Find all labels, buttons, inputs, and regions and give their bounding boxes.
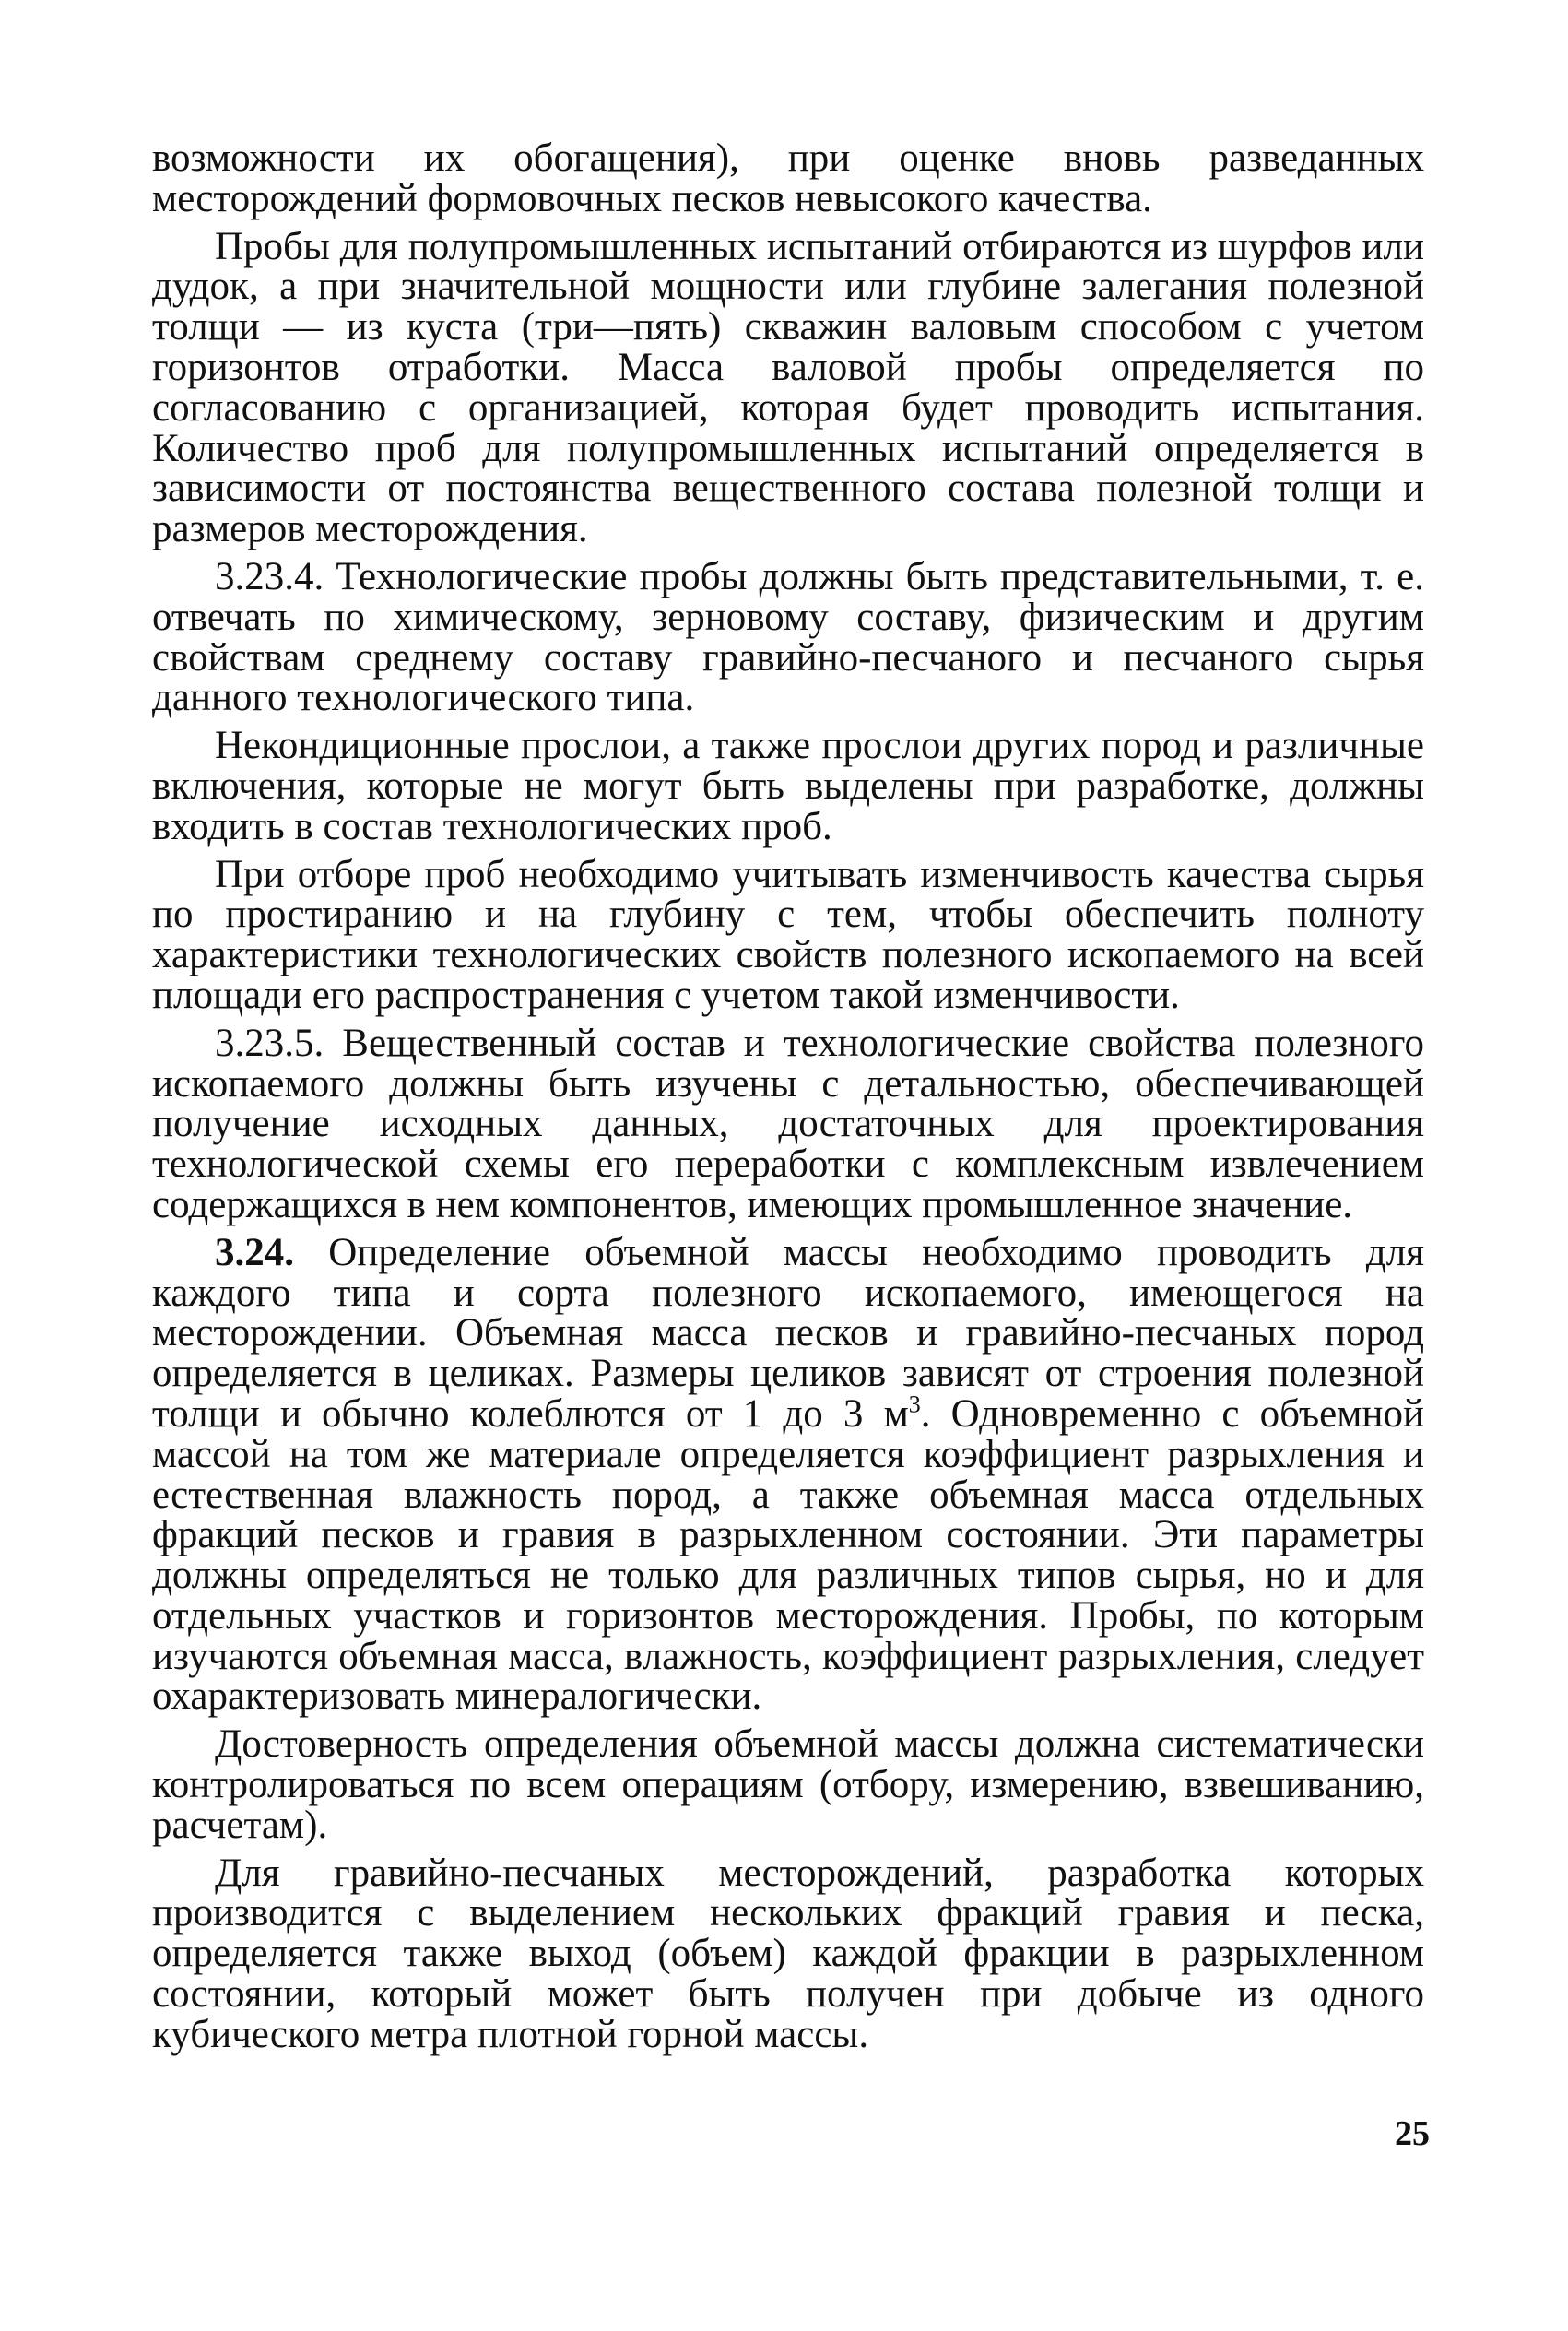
paragraph-text: Достоверность определения объемной массы должна систематически контролироваться по всем операциям (отбору, измерению, взвешиванию, расчетам). <box>152 1722 1424 1847</box>
paragraph-7 <box>152 1230 1424 1719</box>
superscript: 3 <box>908 1390 921 1418</box>
paragraph-text: возможности их обогащения), при оценке вновь разведанных месторождений формовочных песков невысокого качества. <box>152 136 1424 220</box>
page-number: 25 <box>1395 2114 1430 2153</box>
paragraph-text: Некондиционные прослои, а также прослои других пород и различные включения, которые не могут быть выделены при разработке, должны входить в состав технологических проб. <box>152 724 1424 848</box>
paragraph-text: 3.23.4. Технологические пробы должны быть представительными, т. е. отвечать по химическому, зерновому составу, физическим и другим свойствам среднему составу гравийно-песчаного и песчаного сырья данного технологического типа. <box>152 554 1424 720</box>
paragraph-text: При отборе проб необходимо учитывать изменчивость качества сырья по простиранию и на глубину с тем, чтобы обеспечить полноту характеристики технологических свойств полезного ископаемого на всей площади его распространения с учетом такой изменчивости. <box>152 852 1424 1017</box>
paragraph-text: Для гравийно-песчаных месторождений, разработка которых производится с выделением нескольких фракций гравия и песка, определяется также выход (объем) каждой фракции в разрыхленном состоянии, который может быть получен при добыче из одного кубического метра плотной горной массы. <box>152 1851 1424 2056</box>
paragraph-text: Пробы для полупромышленных испытаний отбираются из шурфов или дудок, а при значительной мощности или глубине залегания полезной толщи — из куста (три—пять) скважин валовым способом с учетом горизонтов отработки. Масса валовой пробы определяется по согласованию с организацией, которая будет проводить испытания. Количество проб для полупромышленных испытаний определяется в зависимости от постоянства вещественного состава полезной толщи и размеров месторождения. <box>152 224 1424 551</box>
paragraph-9 <box>152 1853 1424 2055</box>
paragraph-5 <box>152 852 1424 1017</box>
paragraph-3 <box>152 554 1424 720</box>
paragraph-text: Определение объемной массы необходимо проводить для каждого типа и сорта полезного ископаемого, имеющегося на месторождении. Объемная масса песков и гравийно-песчаных пород определяется в целиках. Размеры целиков зависят от строения полезной толщи и обычно колеблются от 1 до 3 м <box>152 1230 1424 1436</box>
paragraph-2 <box>152 224 1424 551</box>
section-number: 3.24. <box>215 1230 294 1274</box>
paragraph-text: 3.23.5. Вещественный состав и технологические свойства полезного ископаемого должны быть изучены с детальностью, обеспечивающей получение исходных данных, достаточных для проектирования технологической схемы его переработки с комплексным извлечением содержащихся в нем компонентов, имеющих промышленное значение. <box>152 1021 1424 1226</box>
paragraph-4 <box>152 726 1424 846</box>
paragraph-8 <box>152 1724 1424 1845</box>
paragraph-6 <box>152 1021 1424 1226</box>
paragraph-text-tail: . Одновременно с объемной массой на том же материале определяется коэффициент разрыхления и естественная влажность пород, а также объемная масса отдельных фракций песков и гравия в разрыхленном состоянии. Эти параметры должны определяться не только для различных типов сырья, но и для отдельных участков и горизонтов месторождения. Пробы, по которым изучаются объемная масса, влажность, коэффициент разрыхления, следует охарактеризовать минералогически. <box>152 1391 1424 1719</box>
paragraph-1 <box>152 138 1424 219</box>
document-body <box>152 138 1424 2063</box>
